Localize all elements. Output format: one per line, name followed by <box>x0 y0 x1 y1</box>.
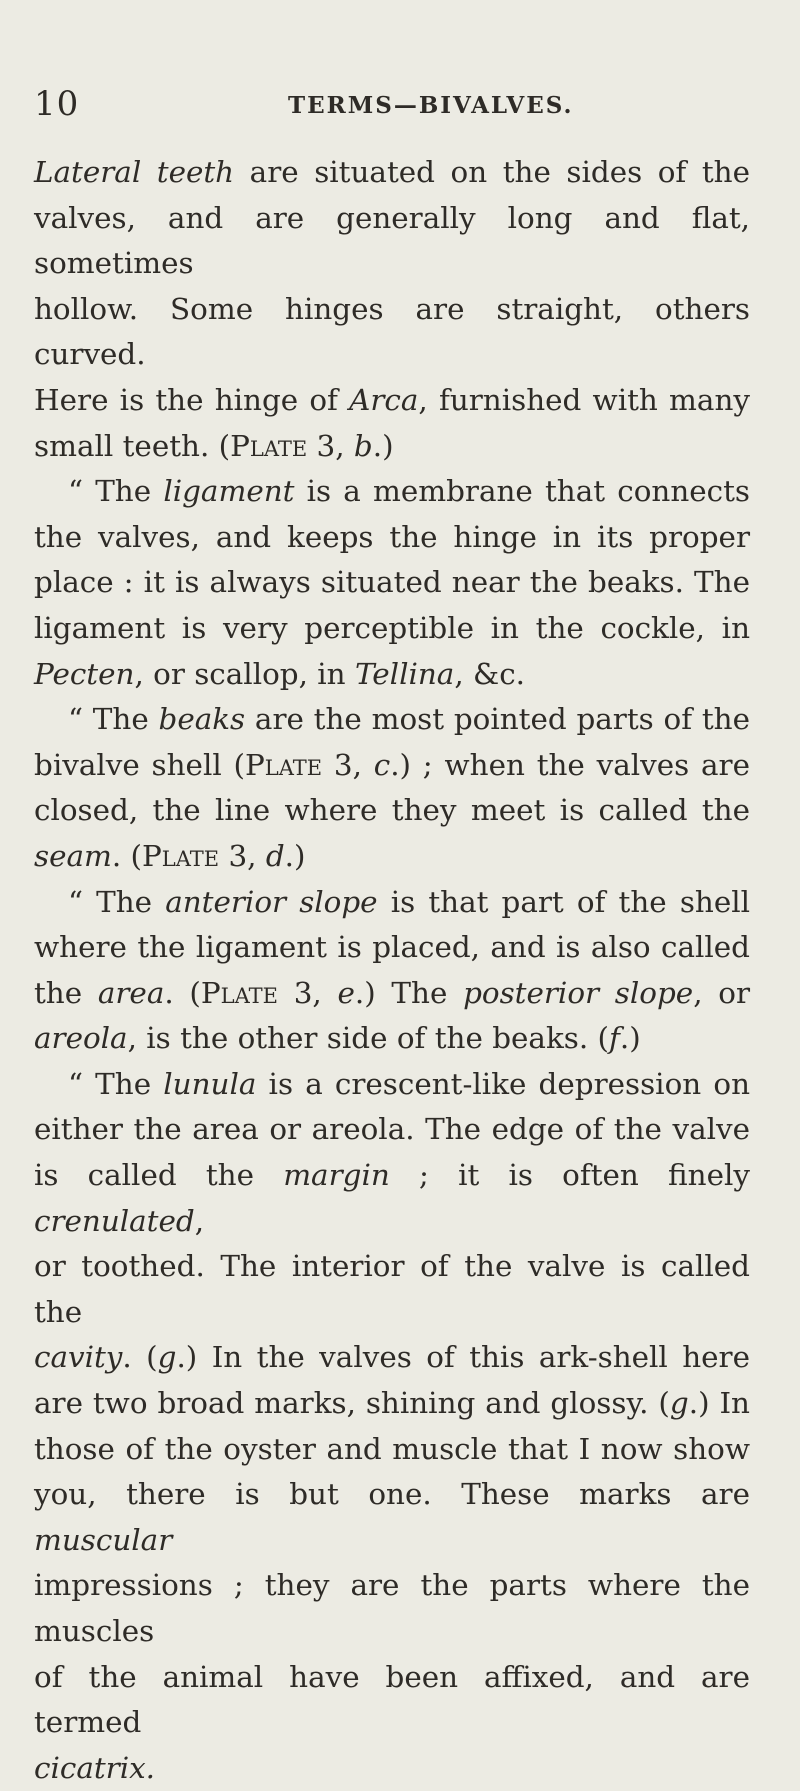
plate-reference: Plate <box>245 747 323 782</box>
text-run: are two broad marks, shining and glossy. ( <box>34 1386 670 1421</box>
text-run: where the ligament is placed, and is also called <box>34 930 750 965</box>
text-run: small teeth. ( <box>34 428 231 463</box>
text-line <box>34 925 750 971</box>
text-line <box>34 1472 750 1563</box>
text-line <box>34 424 750 470</box>
text-run: closed, the line where they meet is called the <box>34 793 750 828</box>
italic-term: beaks <box>158 702 246 737</box>
italic-term: Pecten <box>34 656 135 691</box>
text-run: is a crescent-like depression on <box>256 1066 750 1101</box>
text-line <box>34 1153 750 1244</box>
text-line <box>34 1107 750 1153</box>
text-run: .) In the valves of this ark-shell here <box>176 1340 751 1375</box>
text-run: Here is the hinge of <box>34 382 350 417</box>
text-line <box>34 697 750 743</box>
text-run: you, there is but one. These marks are <box>34 1477 750 1512</box>
text-run: hollow. Some hinges are straight, others curved. <box>34 291 750 372</box>
text-line <box>34 378 750 424</box>
text-run: .) ; when the valves are <box>390 747 750 782</box>
italic-term: anterior slope <box>165 884 378 919</box>
text-run: “ The <box>68 474 164 509</box>
text-run: the <box>34 975 98 1010</box>
italic-term: ligament <box>163 474 295 509</box>
text-line <box>34 606 750 652</box>
text-run: ligament is very perceptible in the cockle, in <box>34 610 750 645</box>
text-run: , &c. <box>454 656 525 691</box>
text-run: is called the <box>34 1158 284 1193</box>
text-run: . ( <box>164 975 201 1010</box>
text-run: either the area or areola. The edge of the valve <box>34 1112 750 1147</box>
italic-term: f <box>609 1021 620 1056</box>
text-run: is a membrane that connects <box>294 474 751 509</box>
text-run: 3, <box>322 747 374 782</box>
text-line <box>34 469 750 515</box>
text-run: bivalve shell ( <box>34 747 245 782</box>
italic-term: g <box>157 1340 177 1375</box>
text-line <box>34 1381 750 1427</box>
text-run: . ( <box>111 838 143 873</box>
text-line <box>34 1244 750 1335</box>
text-line <box>34 788 750 834</box>
italic-term: cicatrix. <box>34 1750 156 1785</box>
text-line <box>34 743 750 789</box>
italic-term: lunula <box>163 1066 257 1101</box>
text-line <box>34 652 750 698</box>
text-line <box>34 150 750 196</box>
text-run: .) <box>284 838 306 873</box>
italic-term: d <box>265 838 285 873</box>
italic-term: cavity <box>34 1340 123 1375</box>
text-run: place : it is always situated near the beaks. The <box>34 565 750 600</box>
italic-term: posterior slope <box>463 975 694 1010</box>
italic-term: g <box>669 1386 689 1421</box>
italic-term: muscular <box>34 1522 173 1557</box>
text-line <box>34 971 750 1017</box>
italic-term: Lateral teeth <box>34 155 235 189</box>
plate-reference: Plate <box>200 975 278 1010</box>
text-run: , is the other side of the beaks. ( <box>127 1021 609 1056</box>
text-run: valves, and are generally long and flat, sometimes <box>34 200 750 281</box>
italic-term: c <box>373 747 391 782</box>
text-line <box>34 515 750 561</box>
page-number: 10 <box>34 84 80 124</box>
text-run: of the animal have been affixed, and are termed <box>34 1659 750 1740</box>
text-line <box>34 1016 750 1062</box>
text-run: “ The <box>68 702 159 737</box>
text-line <box>34 880 750 926</box>
text-run: 3, <box>219 838 266 873</box>
text-run: .) <box>619 1021 641 1056</box>
text-run: . ( <box>122 1340 158 1375</box>
text-run: , <box>194 1203 205 1238</box>
italic-term: e <box>337 975 355 1010</box>
text-line <box>34 1335 750 1381</box>
text-line <box>34 1746 750 1791</box>
text-line <box>34 196 750 287</box>
text-run: those of the oyster and muscle that I now show <box>34 1431 750 1466</box>
body-text <box>34 150 750 1791</box>
text-line <box>34 1427 750 1473</box>
plate-reference: Plate <box>142 838 220 873</box>
text-run: .) The <box>354 975 464 1010</box>
text-line <box>34 1655 750 1746</box>
text-line <box>34 1062 750 1108</box>
text-run: is that part of the shell <box>377 884 751 919</box>
italic-term: Tellina <box>354 656 455 691</box>
page-header <box>34 84 740 128</box>
text-run: are situated on the sides of the <box>234 155 750 189</box>
text-line <box>34 287 750 378</box>
text-run: , furnished with many <box>418 382 750 417</box>
italic-term: crenulated <box>34 1203 195 1238</box>
text-run: “ The <box>68 884 166 919</box>
text-run: .) In <box>688 1386 750 1421</box>
italic-term: area <box>97 975 165 1010</box>
text-run: , or <box>693 975 750 1010</box>
text-run: .) <box>372 428 394 463</box>
italic-term: seam <box>34 838 112 873</box>
text-run: 3, <box>307 428 354 463</box>
italic-term: areola <box>34 1021 128 1056</box>
running-head: TERMS—BIVALVES. <box>288 92 574 119</box>
text-run: , or scallop, in <box>134 656 355 691</box>
italic-term: margin <box>283 1158 390 1193</box>
italic-term: Arca <box>349 382 419 417</box>
text-line <box>34 560 750 606</box>
text-line <box>34 1563 750 1654</box>
text-run: the valves, and keeps the hinge in its proper <box>34 519 750 554</box>
text-run: ; it is often finely <box>389 1158 750 1193</box>
italic-term: b <box>353 428 373 463</box>
text-run: “ The <box>68 1066 164 1101</box>
text-run: are the most pointed parts of the <box>245 702 750 737</box>
text-line <box>34 834 750 880</box>
text-run: 3, <box>277 975 338 1010</box>
text-run: impressions ; they are the parts where the muscles <box>34 1568 750 1648</box>
text-run: or toothed. The interior of the valve is called the <box>34 1249 750 1329</box>
plate-reference: Plate <box>230 428 308 463</box>
